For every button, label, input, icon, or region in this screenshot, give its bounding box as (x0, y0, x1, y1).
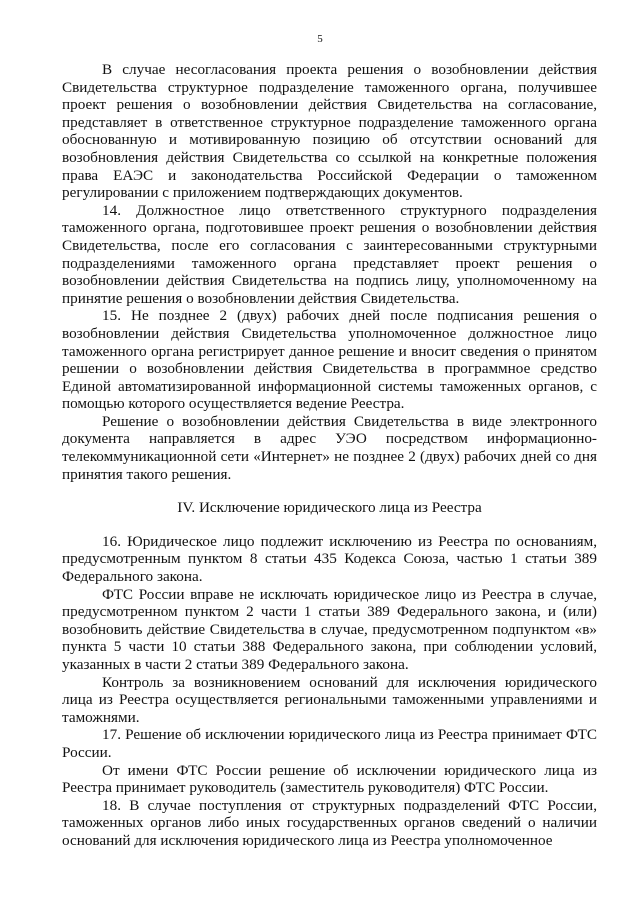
paragraph-on-behalf: От имени ФТС России решение об исключении юридического лица из Реестра принимает руководитель (заместитель руководителя) ФТС России. (62, 761, 597, 797)
document-body (62, 61, 597, 850)
section-heading: IV. Исключение юридического лица из Реестра (177, 499, 482, 517)
paragraph-item-17: 17. Решение об исключении юридического лица из Реестра принимает ФТС России. (62, 726, 597, 761)
page-number: 5 (317, 33, 323, 45)
paragraph-item-15: 15. Не позднее 2 (двух) рабочих дней после подписания решения о возобновлении действия Свидетельства уполномоченное должностное лицо таможенного органа регистрирует данное решение и вносит сведения о принятом решении о возобновлении действия Свидетельства в программное средство Единой автоматизированной информационной системы таможенных органов, с помощью которого осуществляется ведение Реестра. (62, 307, 597, 413)
paragraph-fts-right: ФТС России вправе не исключать юридическое лицо из Реестра в случае, предусмотренном пунктом 2 части 1 статьи 389 Федерального закона, и (или) возобновить действие Свидетельства в случае, предусмотренном подпунктом «в» пункта 5 части 10 статьи 388 Федерального закона, при соблюдении условий, указанных в части 2 статьи 389 Федерального закона. (62, 585, 597, 673)
paragraph-disagreement: В случае несогласования проекта решения о возобновлении действия Свидетельства структурное подразделение таможенного органа, получившее проект решения о возобновлении действия Свидетельства на согласование, представляет в ответственное структурное подразделение таможенного органа обоснованную и мотивированную позицию об отсутствии оснований для возобновления действия Свидетельства со ссылкой на конкретные положения права ЕАЭС и законодательства Российской Федерации о таможенном регулировании с приложением подтверждающих документов. (62, 61, 597, 202)
paragraph-item-18: 18. В случае поступления от структурных подразделений ФТС России, таможенных органов либо иных государственных органов сведений о наличии оснований для исключения юридического лица из Реестра уполномоченное (62, 796, 597, 849)
paragraph-item-16: 16. Юридическое лицо подлежит исключению из Реестра по основаниям, предусмотренным пунктом 8 статьи 435 Кодекса Союза, частью 1 статьи 389 Федерального закона. (62, 532, 597, 586)
paragraph-control: Контроль за возникновением оснований для исключения юридического лица из Реестра осуществляется региональными таможенными управлениями и таможнями. (62, 673, 597, 726)
paragraph-electronic-decision: Решение о возобновлении действия Свидетельства в виде электронного документа направляется в адрес УЭО посредством информационно-телекоммуникационной сети «Интернет» не позднее 2 (двух) рабочих дней со дня принятия такого решения. (62, 412, 597, 483)
paragraph-item-14: 14. Должностное лицо ответственного структурного подразделения таможенного органа, подготовившее проект решения о возобновлении действия Свидетельства, после его согласования с заинтересованными структурными подразделениями таможенного органа представляет проект решения о возобновлении действия Свидетельства на подпись лицу, уполномоченному на принятие решения о возобновлении действия Свидетельства. (62, 201, 597, 307)
